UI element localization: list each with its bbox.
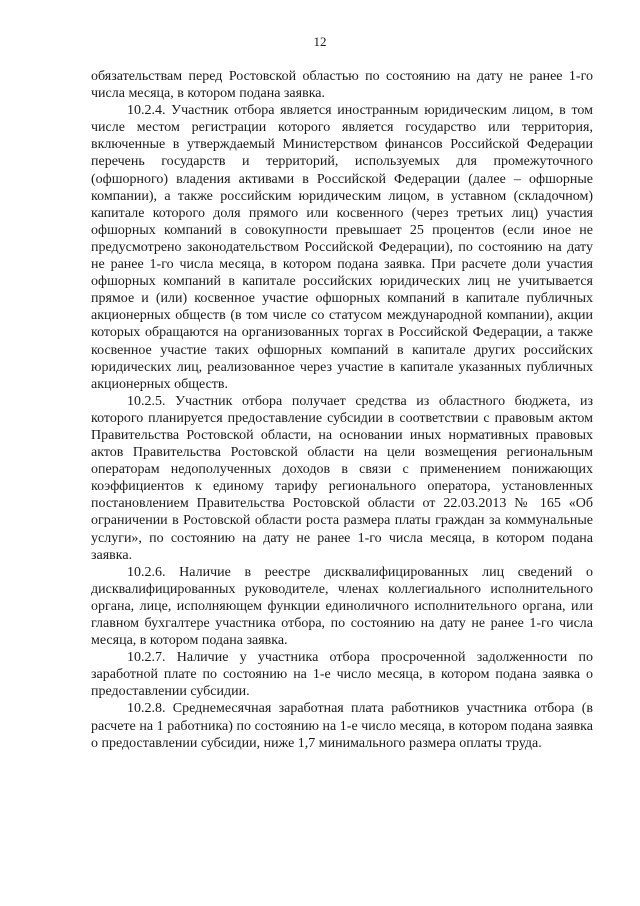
paragraph-10-2-5: 10.2.5. Участник отбора получает средства из областного бюджета, из которого планируется предоставление субсидии в соответствии с правовым актом Правительства Ростовской области, на основании иных нормативных правовых актов Правительства Ростовской области на цели возмещения региональным операторам недополученных доходов в связи с применением понижающих коэффициентов к единому тарифу регионального оператора, установленных постановлением Правительства Ростовской области от 22.03.2013 № 165 «Об ограничении в Ростовской области роста размера платы граждан за коммунальные услуги», по состоянию на дату не ранее 1-го числа месяца, в котором подана заявка. <box>91 393 593 563</box>
paragraph-continuation: обязательствам перед Ростовской областью по состоянию на дату не ранее 1-го числа месяца, в котором подана заявка. <box>91 69 593 102</box>
document-body <box>91 68 593 752</box>
paragraph-10-2-7: 10.2.7. Наличие у участника отбора просроченной задолженности по заработной плате по состоянию на 1-е число месяца, в котором подана заявка о предоставлении субсидии. <box>91 650 593 700</box>
paragraph-10-2-6: 10.2.6. Наличие в реестре дисквалифицированных лиц сведений о дисквалифицированных руководителе, членах коллегиального исполнительного органа, лице, исполняющем функции единоличного исполнительного органа, или главном бухгалтере участника отбора, по состоянию на дату не ранее 1-го числа месяца, в котором подана заявка. <box>91 564 593 649</box>
page-number: 12 <box>313 34 327 49</box>
paragraph-10-2-8: 10.2.8. Среднемесячная заработная плата работников участника отбора (в расчете на 1 работника) по состоянию на 1-е число месяца, в котором подана заявка о предоставлении субсидии, ниже 1,7 минимального размера оплаты труда. <box>91 701 593 751</box>
paragraph-10-2-4: 10.2.4. Участник отбора является иностранным юридическим лицом, в том числе местом регистрации которого является государство или территория, включенные в утверждаемый Министерством финансов Российской Федерации перечень государств и территорий, используемых для промежуточного (офшорного) владения активами в Российской Федерации (далее – офшорные компании), а также российским юридическим лицом, в уставном (складочном) капитале которого доля прямого или косвенного (через третьих лиц) участия офшорных компаний в совокупности превышает 25 процентов (если иное не предусмотрено законодательством Российской Федерации), по состоянию на дату не ранее 1-го числа месяца, в котором подана заявка. При расчете доли участия офшорных компаний в капитале российских юридических лиц не учитывается прямое и (или) косвенное участие офшорных компаний в капитале публичных акционерных обществ (в том числе со статусом международной компании), акции которых обращаются на организованных торгах в Российской Федерации, а также косвенное участие таких офшорных компаний в капитале других российских юридических лиц, реализованное через участие в капитале указанных публичных акционерных обществ. <box>91 103 593 392</box>
